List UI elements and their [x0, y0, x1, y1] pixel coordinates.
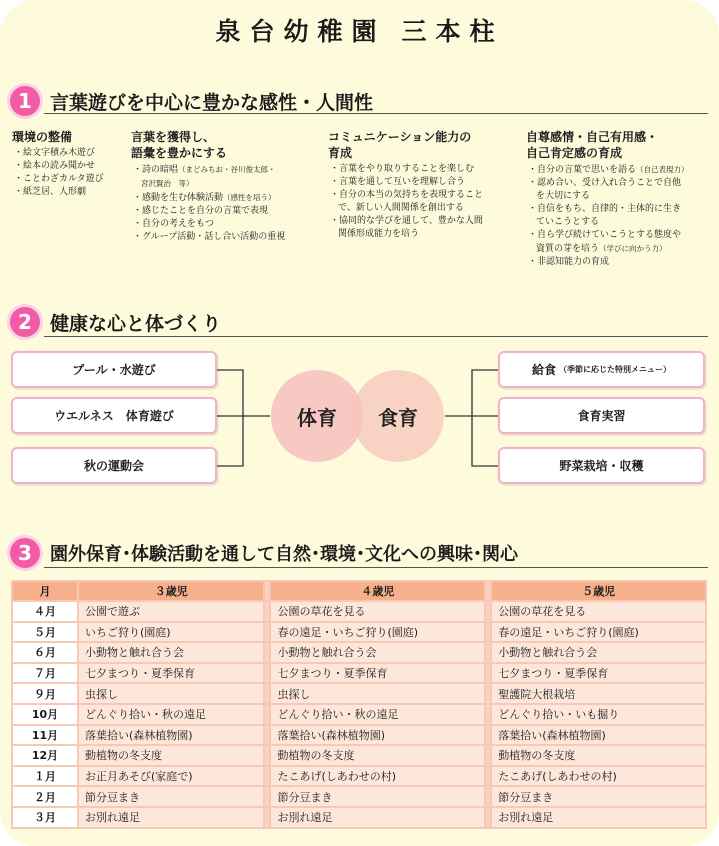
list-item: ・ 絵文字積み木遊び — [12, 147, 124, 160]
section-3-header — [10, 536, 518, 570]
list-item: 感動を生む体験活動 — [142, 193, 224, 203]
cell-age-5: たこあげ(しあわせの村) — [491, 766, 706, 787]
cell-age-5: 聖護院大根栽培 — [491, 683, 706, 704]
cell-month: ６月 — [12, 642, 78, 663]
section-3-title: 園外保育･体験活動を通して自然･環境･文化への興味･関心 — [50, 544, 518, 565]
cell-age-5: 公園の草花を見る — [491, 601, 706, 622]
header-age-4: ４歳児 — [270, 581, 485, 601]
cell-age-4: 節分豆まき — [270, 786, 485, 807]
list-item: ・ 自信をもち、自律的・主体的に生き — [526, 203, 712, 216]
box-wellness-pe: ウエルネス 体育遊び — [11, 397, 217, 434]
box-vegetable-growing: 野菜栽培・収穫 — [498, 447, 705, 484]
table-row — [12, 622, 706, 643]
list-note: （感性を培う） — [223, 193, 276, 202]
list-item: ・ 自分の考えをもつ — [131, 218, 321, 231]
box-label: 給食 — [531, 363, 556, 377]
cell-age-3: 小動物と触れ合う会 — [78, 642, 264, 663]
column-heading: 環境の整備 — [12, 130, 73, 144]
cell-age-5: 春の遠足・いちご狩り(園庭) — [491, 622, 706, 643]
title-sub: 三本柱 — [401, 17, 504, 46]
column-heading-line1: 言葉を獲得し、 — [131, 130, 216, 144]
table-row — [12, 745, 706, 766]
cell-age-5: 動植物の冬支度 — [491, 745, 706, 766]
cell-age-3: お正月あそび(家庭で) — [78, 766, 264, 787]
box-note: （季節に応じた特別メニュー） — [559, 365, 671, 374]
list-item-continued: 資質の芽を培う — [536, 244, 600, 254]
cell-age-4: 春の遠足・いちご狩り(園庭) — [270, 622, 485, 643]
cell-age-4: 小動物と触れ合う会 — [270, 642, 485, 663]
cell-month: ９月 — [12, 683, 78, 704]
box-sports-day: 秋の運動会 — [11, 447, 217, 484]
cell-age-3: 動植物の冬支度 — [78, 745, 264, 766]
header-age-3: ３歳児 — [78, 581, 264, 601]
table-row — [12, 683, 706, 704]
cell-age-3: 虫探し — [78, 683, 264, 704]
cell-age-3: 節分豆まき — [78, 786, 264, 807]
cell-month: １月 — [12, 766, 78, 787]
list-item: ・ 協同的な学びを通して、豊かな人間 — [328, 215, 518, 228]
cell-age-5: お別れ遠足 — [491, 807, 706, 828]
list-item: 自分の言葉で思いを語る — [537, 165, 637, 175]
cell-age-4: 七夕まつり・夏季保育 — [270, 663, 485, 684]
cell-age-3: 七夕まつり・夏季保育 — [78, 663, 264, 684]
activity-schedule-table — [11, 580, 707, 829]
cell-month: 10月 — [12, 704, 78, 725]
cell-month: ７月 — [12, 663, 78, 684]
list-note: （学びに向かう力） — [599, 244, 667, 253]
section-number-2: 2 — [10, 307, 40, 337]
table-row — [12, 766, 706, 787]
box-school-lunch — [498, 351, 705, 388]
list-item: ・ 言葉をやり取りすることを楽しむ — [328, 163, 518, 176]
cell-month: ２月 — [12, 786, 78, 807]
cell-age-4: どんぐり拾い・秋の遠足 — [270, 704, 485, 725]
cell-age-3: 公園で遊ぶ — [78, 601, 264, 622]
section-number-1: 1 — [10, 86, 40, 116]
section-2-title: 健康な心と体づくり — [50, 312, 222, 335]
list-note: 宮沢賢治 等） — [141, 179, 194, 188]
list-item: 詩の暗唱 — [142, 165, 179, 175]
list-item: ・ 紙芝居、人形劇 — [12, 186, 124, 199]
table-row — [12, 663, 706, 684]
cell-age-5: 小動物と触れ合う会 — [491, 642, 706, 663]
cell-age-5: 七夕まつり・夏季保育 — [491, 663, 706, 684]
cell-age-4: お別れ遠足 — [270, 807, 485, 828]
list-item-continued: を大切にする — [536, 191, 591, 201]
column-heading-line2: 自己肯定感の育成 — [526, 146, 623, 160]
table-row — [12, 725, 706, 746]
header-age-5: ５歳児 — [491, 581, 706, 601]
table-row — [12, 807, 706, 828]
cell-age-3: 落葉拾い(森林植物園) — [78, 725, 264, 746]
list-item-continued: ていこうとする — [536, 217, 600, 227]
list-item: ・ 言葉を通して互いを理解し合う — [328, 176, 518, 189]
cell-month: 12月 — [12, 745, 78, 766]
list-item-continued: で、新しい人間関係を創出する — [338, 203, 464, 213]
column-heading-line1: 自尊感情・自己有用感・ — [526, 130, 659, 144]
list-item: ・ 絵本の読み聞かせ — [12, 160, 124, 173]
cell-age-4: 落葉拾い(森林植物園) — [270, 725, 485, 746]
column-heading-line2: 育成 — [328, 146, 353, 160]
cell-age-3: どんぐり拾い・秋の遠足 — [78, 704, 264, 725]
circle-food-education: 食育 — [352, 370, 444, 462]
list-item: ・ 認め合い、受け入れ合うことで自他 — [526, 177, 712, 190]
section-number-3: 3 — [10, 538, 40, 568]
list-item: ・ 非認知能力の育成 — [526, 256, 712, 269]
list-item: ・ ことわざカルタ遊び — [12, 173, 124, 186]
list-item-continued: 関係形成能力を培う — [338, 229, 420, 239]
cell-month: ３月 — [12, 807, 78, 828]
header-month: 月 — [12, 581, 78, 601]
cell-month: ５月 — [12, 622, 78, 643]
list-item: ・ 自ら学び続けていこうとする態度や — [526, 229, 712, 242]
circle-physical-education: 体育 — [271, 370, 363, 462]
box-food-practice: 食育実習 — [498, 397, 705, 434]
cell-month: 11月 — [12, 725, 78, 746]
table-row — [12, 642, 706, 663]
section-1-title: 言葉遊びを中心に豊かな感性・人間性 — [50, 91, 374, 114]
table-row — [12, 704, 706, 725]
list-note: （まどみちお・谷川俊太郎・ — [178, 165, 276, 174]
column-heading-line2: 語彙を豊かにする — [131, 146, 228, 160]
list-note: （自己表現力） — [636, 165, 689, 174]
cell-age-4: たこあげ(しあわせの村) — [270, 766, 485, 787]
column-heading-line1: コミュニケーション能力の — [328, 130, 472, 144]
table-row — [12, 786, 706, 807]
cell-age-3: お別れ遠足 — [78, 807, 264, 828]
box-pool-water-play: プール・水遊び — [11, 351, 217, 388]
cell-age-4: 公園の草花を見る — [270, 601, 485, 622]
list-item: ・ 自分の本当の気持ちを表現すること — [328, 189, 518, 202]
cell-age-5: どんぐり拾い・いも掘り — [491, 704, 706, 725]
school-name: 泉台幼稚園 — [215, 17, 386, 46]
table-row — [12, 601, 706, 622]
section-3-rule — [44, 567, 708, 568]
cell-age-4: 虫探し — [270, 683, 485, 704]
list-item: ・ グループ活動・話し合い活動の重視 — [131, 231, 321, 244]
cell-age-4: 動植物の冬支度 — [270, 745, 485, 766]
table-header-row — [12, 581, 706, 601]
cell-month: ４月 — [12, 601, 78, 622]
cell-age-5: 落葉拾い(森林植物園) — [491, 725, 706, 746]
cell-age-3: いちご狩り(園庭) — [78, 622, 264, 643]
list-item: ・ 感じたことを自分の言葉で表現 — [131, 205, 321, 218]
cell-age-5: 節分豆まき — [491, 786, 706, 807]
